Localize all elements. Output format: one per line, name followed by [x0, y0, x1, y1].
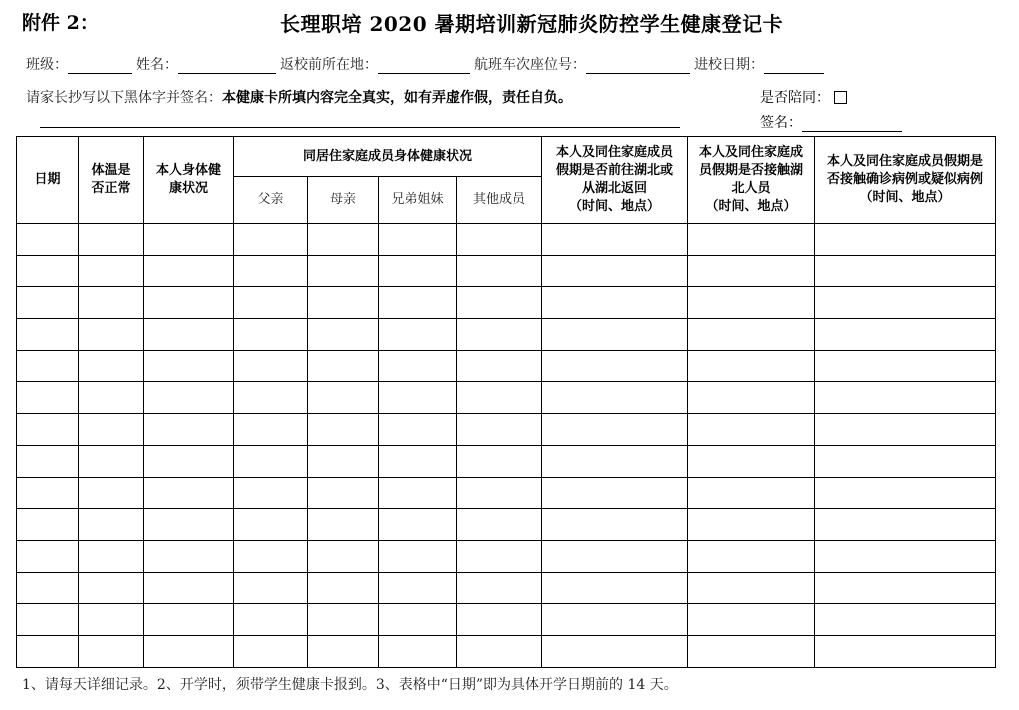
table-cell[interactable] [815, 445, 996, 477]
table-cell[interactable] [79, 382, 144, 414]
col-header-hubei-contact [688, 137, 815, 224]
table-cell[interactable] [234, 477, 308, 509]
table-row [17, 604, 996, 636]
entry-date-label: 进校日期： [694, 57, 764, 73]
transport-field[interactable] [586, 57, 690, 74]
table-cell[interactable] [17, 319, 79, 351]
table-cell[interactable] [234, 572, 308, 604]
table-cell[interactable] [144, 477, 234, 509]
table-cell[interactable] [688, 509, 815, 541]
table-cell[interactable] [815, 477, 996, 509]
table-cell[interactable] [815, 224, 996, 256]
name-label: 姓名： [136, 57, 178, 73]
col-header-temperature-text: 体温是否正常 [91, 163, 131, 196]
table-cell[interactable] [79, 509, 144, 541]
table-row [17, 350, 996, 382]
table-cell[interactable] [308, 382, 379, 414]
table-cell[interactable] [17, 477, 79, 509]
table-cell[interactable] [17, 635, 79, 667]
table-cell[interactable] [144, 224, 234, 256]
table-cell[interactable] [542, 604, 688, 636]
table-cell[interactable] [542, 382, 688, 414]
table-cell[interactable] [688, 572, 815, 604]
table-cell[interactable] [379, 635, 457, 667]
table-cell[interactable] [308, 319, 379, 351]
col-header-hubei-contact-text: 本人及同住家庭成员假期是否接触湖北人员 [699, 145, 804, 196]
table-row [17, 509, 996, 541]
table-cell[interactable] [79, 604, 144, 636]
col-header-others: 其他成员 [457, 177, 542, 224]
table-cell[interactable] [79, 319, 144, 351]
table-cell[interactable] [542, 445, 688, 477]
table-cell[interactable] [17, 287, 79, 319]
table-cell[interactable] [542, 540, 688, 572]
table-cell[interactable] [815, 540, 996, 572]
table-cell[interactable] [815, 635, 996, 667]
table-cell[interactable] [308, 255, 379, 287]
table-cell[interactable] [457, 287, 542, 319]
info-fields-row [26, 52, 828, 74]
table-cell[interactable] [688, 540, 815, 572]
signature-label: 签名： [760, 115, 802, 131]
table-cell[interactable] [308, 414, 379, 446]
col-header-case-contact-text: 本人及同住家庭成员假期是否接触确诊病例或疑似病例 [827, 154, 984, 187]
table-cell[interactable] [17, 604, 79, 636]
table-cell[interactable] [457, 319, 542, 351]
instruction-bold-text: 本健康卡所填内容完全真实，如有弄虚作假，责任自负。 [222, 90, 572, 106]
table-cell[interactable] [79, 445, 144, 477]
table-cell[interactable] [308, 477, 379, 509]
table-cell[interactable] [144, 445, 234, 477]
table-cell[interactable] [308, 350, 379, 382]
transport-label: 航班车次座位号： [474, 57, 586, 73]
table-cell[interactable] [688, 224, 815, 256]
signature-row [760, 112, 906, 132]
table-cell[interactable] [457, 445, 542, 477]
table-cell[interactable] [234, 255, 308, 287]
table-cell[interactable] [308, 445, 379, 477]
table-cell[interactable] [379, 287, 457, 319]
table-cell[interactable] [688, 319, 815, 351]
table-body [17, 224, 996, 668]
table-cell[interactable] [815, 572, 996, 604]
table-cell[interactable] [379, 572, 457, 604]
table-cell[interactable] [308, 540, 379, 572]
table-cell[interactable] [234, 224, 308, 256]
table-cell[interactable] [17, 255, 79, 287]
table-cell[interactable] [144, 572, 234, 604]
table-cell[interactable] [144, 319, 234, 351]
table-cell[interactable] [379, 604, 457, 636]
table-row [17, 477, 996, 509]
col-header-hubei-travel-text: 本人及同住家庭成员假期是否前往湖北或从湖北返回 [556, 145, 674, 196]
table-row [17, 635, 996, 667]
table-cell[interactable] [815, 414, 996, 446]
table-cell[interactable] [17, 572, 79, 604]
name-field[interactable] [178, 57, 276, 74]
col-header-self-health [144, 137, 234, 224]
table-cell[interactable] [379, 540, 457, 572]
table-cell[interactable] [308, 287, 379, 319]
table-row [17, 572, 996, 604]
origin-label: 返校前所在地： [280, 57, 378, 73]
table-cell[interactable] [542, 635, 688, 667]
table-cell[interactable] [542, 509, 688, 541]
table-row [17, 414, 996, 446]
table-cell[interactable] [144, 287, 234, 319]
table-cell[interactable] [457, 572, 542, 604]
table-cell[interactable] [542, 414, 688, 446]
table-cell[interactable] [79, 255, 144, 287]
table-cell[interactable] [542, 350, 688, 382]
entry-date-field[interactable] [764, 57, 824, 74]
table-cell[interactable] [17, 224, 79, 256]
table-cell[interactable] [17, 382, 79, 414]
col-header-siblings: 兄弟姐妹 [379, 177, 457, 224]
origin-field[interactable] [378, 57, 470, 74]
table-cell[interactable] [79, 477, 144, 509]
table-cell[interactable] [542, 477, 688, 509]
signature-field[interactable] [802, 115, 902, 132]
col-header-hubei-travel [542, 137, 688, 224]
col-header-family-health: 同居住家庭成员身体健康状况 [234, 137, 542, 177]
table-row [17, 224, 996, 256]
table-cell[interactable] [542, 287, 688, 319]
table-cell[interactable] [308, 572, 379, 604]
table-cell[interactable] [234, 604, 308, 636]
page-title: 长理职培 2020 暑期培训新冠肺炎防控学生健康登记卡 [280, 12, 784, 36]
table-row [17, 445, 996, 477]
table-cell[interactable] [234, 350, 308, 382]
footnote: 1、请每天详细记录。2、开学时，须带学生健康卡报到。3、表格中“日期”即为具体开学日期前的 14 天。 [22, 677, 678, 693]
table-cell[interactable] [379, 255, 457, 287]
table-cell[interactable] [144, 604, 234, 636]
copy-text-line[interactable] [40, 127, 680, 128]
col-header-father: 父亲 [234, 177, 308, 224]
table-cell[interactable] [688, 477, 815, 509]
table-cell[interactable] [17, 414, 79, 446]
table-cell[interactable] [144, 635, 234, 667]
col-header-temperature [79, 137, 144, 224]
col-header-case-contact-note: （时间、地点） [859, 190, 951, 205]
table-cell[interactable] [457, 509, 542, 541]
table-cell[interactable] [688, 635, 815, 667]
table-cell[interactable] [379, 350, 457, 382]
table-cell[interactable] [457, 350, 542, 382]
table-cell[interactable] [457, 382, 542, 414]
table-cell[interactable] [379, 509, 457, 541]
table-cell[interactable] [79, 414, 144, 446]
table-cell[interactable] [79, 287, 144, 319]
table-cell[interactable] [457, 604, 542, 636]
table-cell[interactable] [815, 509, 996, 541]
table-cell[interactable] [234, 509, 308, 541]
col-header-date: 日期 [17, 137, 79, 224]
table-cell[interactable] [379, 445, 457, 477]
table-cell[interactable] [688, 414, 815, 446]
col-header-self-health-text: 本人身体健康状况 [156, 163, 222, 196]
table-cell[interactable] [144, 540, 234, 572]
table-cell[interactable] [688, 350, 815, 382]
table-cell[interactable] [457, 224, 542, 256]
table-cell[interactable] [688, 445, 815, 477]
parent-instruction [26, 87, 572, 107]
table-cell[interactable] [815, 319, 996, 351]
table-cell[interactable] [815, 255, 996, 287]
table-cell[interactable] [234, 382, 308, 414]
table-cell[interactable] [144, 509, 234, 541]
table-cell[interactable] [308, 224, 379, 256]
table-cell[interactable] [79, 572, 144, 604]
table-cell[interactable] [144, 382, 234, 414]
table-cell[interactable] [379, 319, 457, 351]
table-cell[interactable] [457, 414, 542, 446]
table-row [17, 287, 996, 319]
table-cell[interactable] [542, 224, 688, 256]
instruction-prefix: 请家长抄写以下黑体字并签名： [26, 90, 222, 106]
table-cell[interactable] [688, 255, 815, 287]
table-cell[interactable] [815, 604, 996, 636]
col-header-hubei-contact-note: （时间、地点） [705, 199, 797, 214]
table-cell[interactable] [79, 635, 144, 667]
table-cell[interactable] [379, 414, 457, 446]
table-row [17, 540, 996, 572]
table-cell[interactable] [144, 350, 234, 382]
table-cell[interactable] [457, 477, 542, 509]
table-cell[interactable] [815, 287, 996, 319]
table-cell[interactable] [379, 477, 457, 509]
table-cell[interactable] [17, 509, 79, 541]
table-cell[interactable] [688, 382, 815, 414]
table-row [17, 255, 996, 287]
accompany-label: 是否陪同： [760, 90, 830, 106]
table-cell[interactable] [542, 319, 688, 351]
table-cell[interactable] [379, 382, 457, 414]
table-cell[interactable] [79, 224, 144, 256]
table-cell[interactable] [144, 255, 234, 287]
table-cell[interactable] [308, 604, 379, 636]
col-header-hubei-travel-note: （时间、地点） [569, 199, 661, 214]
health-registration-table [16, 136, 996, 668]
table-cell[interactable] [688, 287, 815, 319]
table-cell[interactable] [234, 319, 308, 351]
class-field[interactable] [68, 57, 132, 74]
accompany-checkbox[interactable] [834, 91, 847, 104]
table-cell[interactable] [234, 445, 308, 477]
accompany-row [760, 87, 847, 107]
table-cell[interactable] [17, 540, 79, 572]
table-cell[interactable] [815, 350, 996, 382]
table-cell[interactable] [308, 635, 379, 667]
table-cell[interactable] [815, 382, 996, 414]
table-cell[interactable] [542, 255, 688, 287]
table-cell[interactable] [457, 255, 542, 287]
table-cell[interactable] [234, 540, 308, 572]
class-label: 班级： [26, 57, 68, 73]
table-cell[interactable] [17, 445, 79, 477]
table-cell[interactable] [79, 350, 144, 382]
table-cell[interactable] [234, 287, 308, 319]
table-cell[interactable] [457, 635, 542, 667]
table-cell[interactable] [79, 540, 144, 572]
table-cell[interactable] [542, 572, 688, 604]
annex-label: 附件 2： [22, 12, 99, 34]
table-row [17, 319, 996, 351]
table-cell[interactable] [379, 224, 457, 256]
table-cell[interactable] [457, 540, 542, 572]
table-cell[interactable] [308, 509, 379, 541]
table-cell[interactable] [144, 414, 234, 446]
col-header-mother: 母亲 [308, 177, 379, 224]
table-cell[interactable] [688, 604, 815, 636]
table-row [17, 382, 996, 414]
col-header-case-contact [815, 137, 996, 224]
table-cell[interactable] [234, 414, 308, 446]
table-cell[interactable] [234, 635, 308, 667]
table-cell[interactable] [17, 350, 79, 382]
